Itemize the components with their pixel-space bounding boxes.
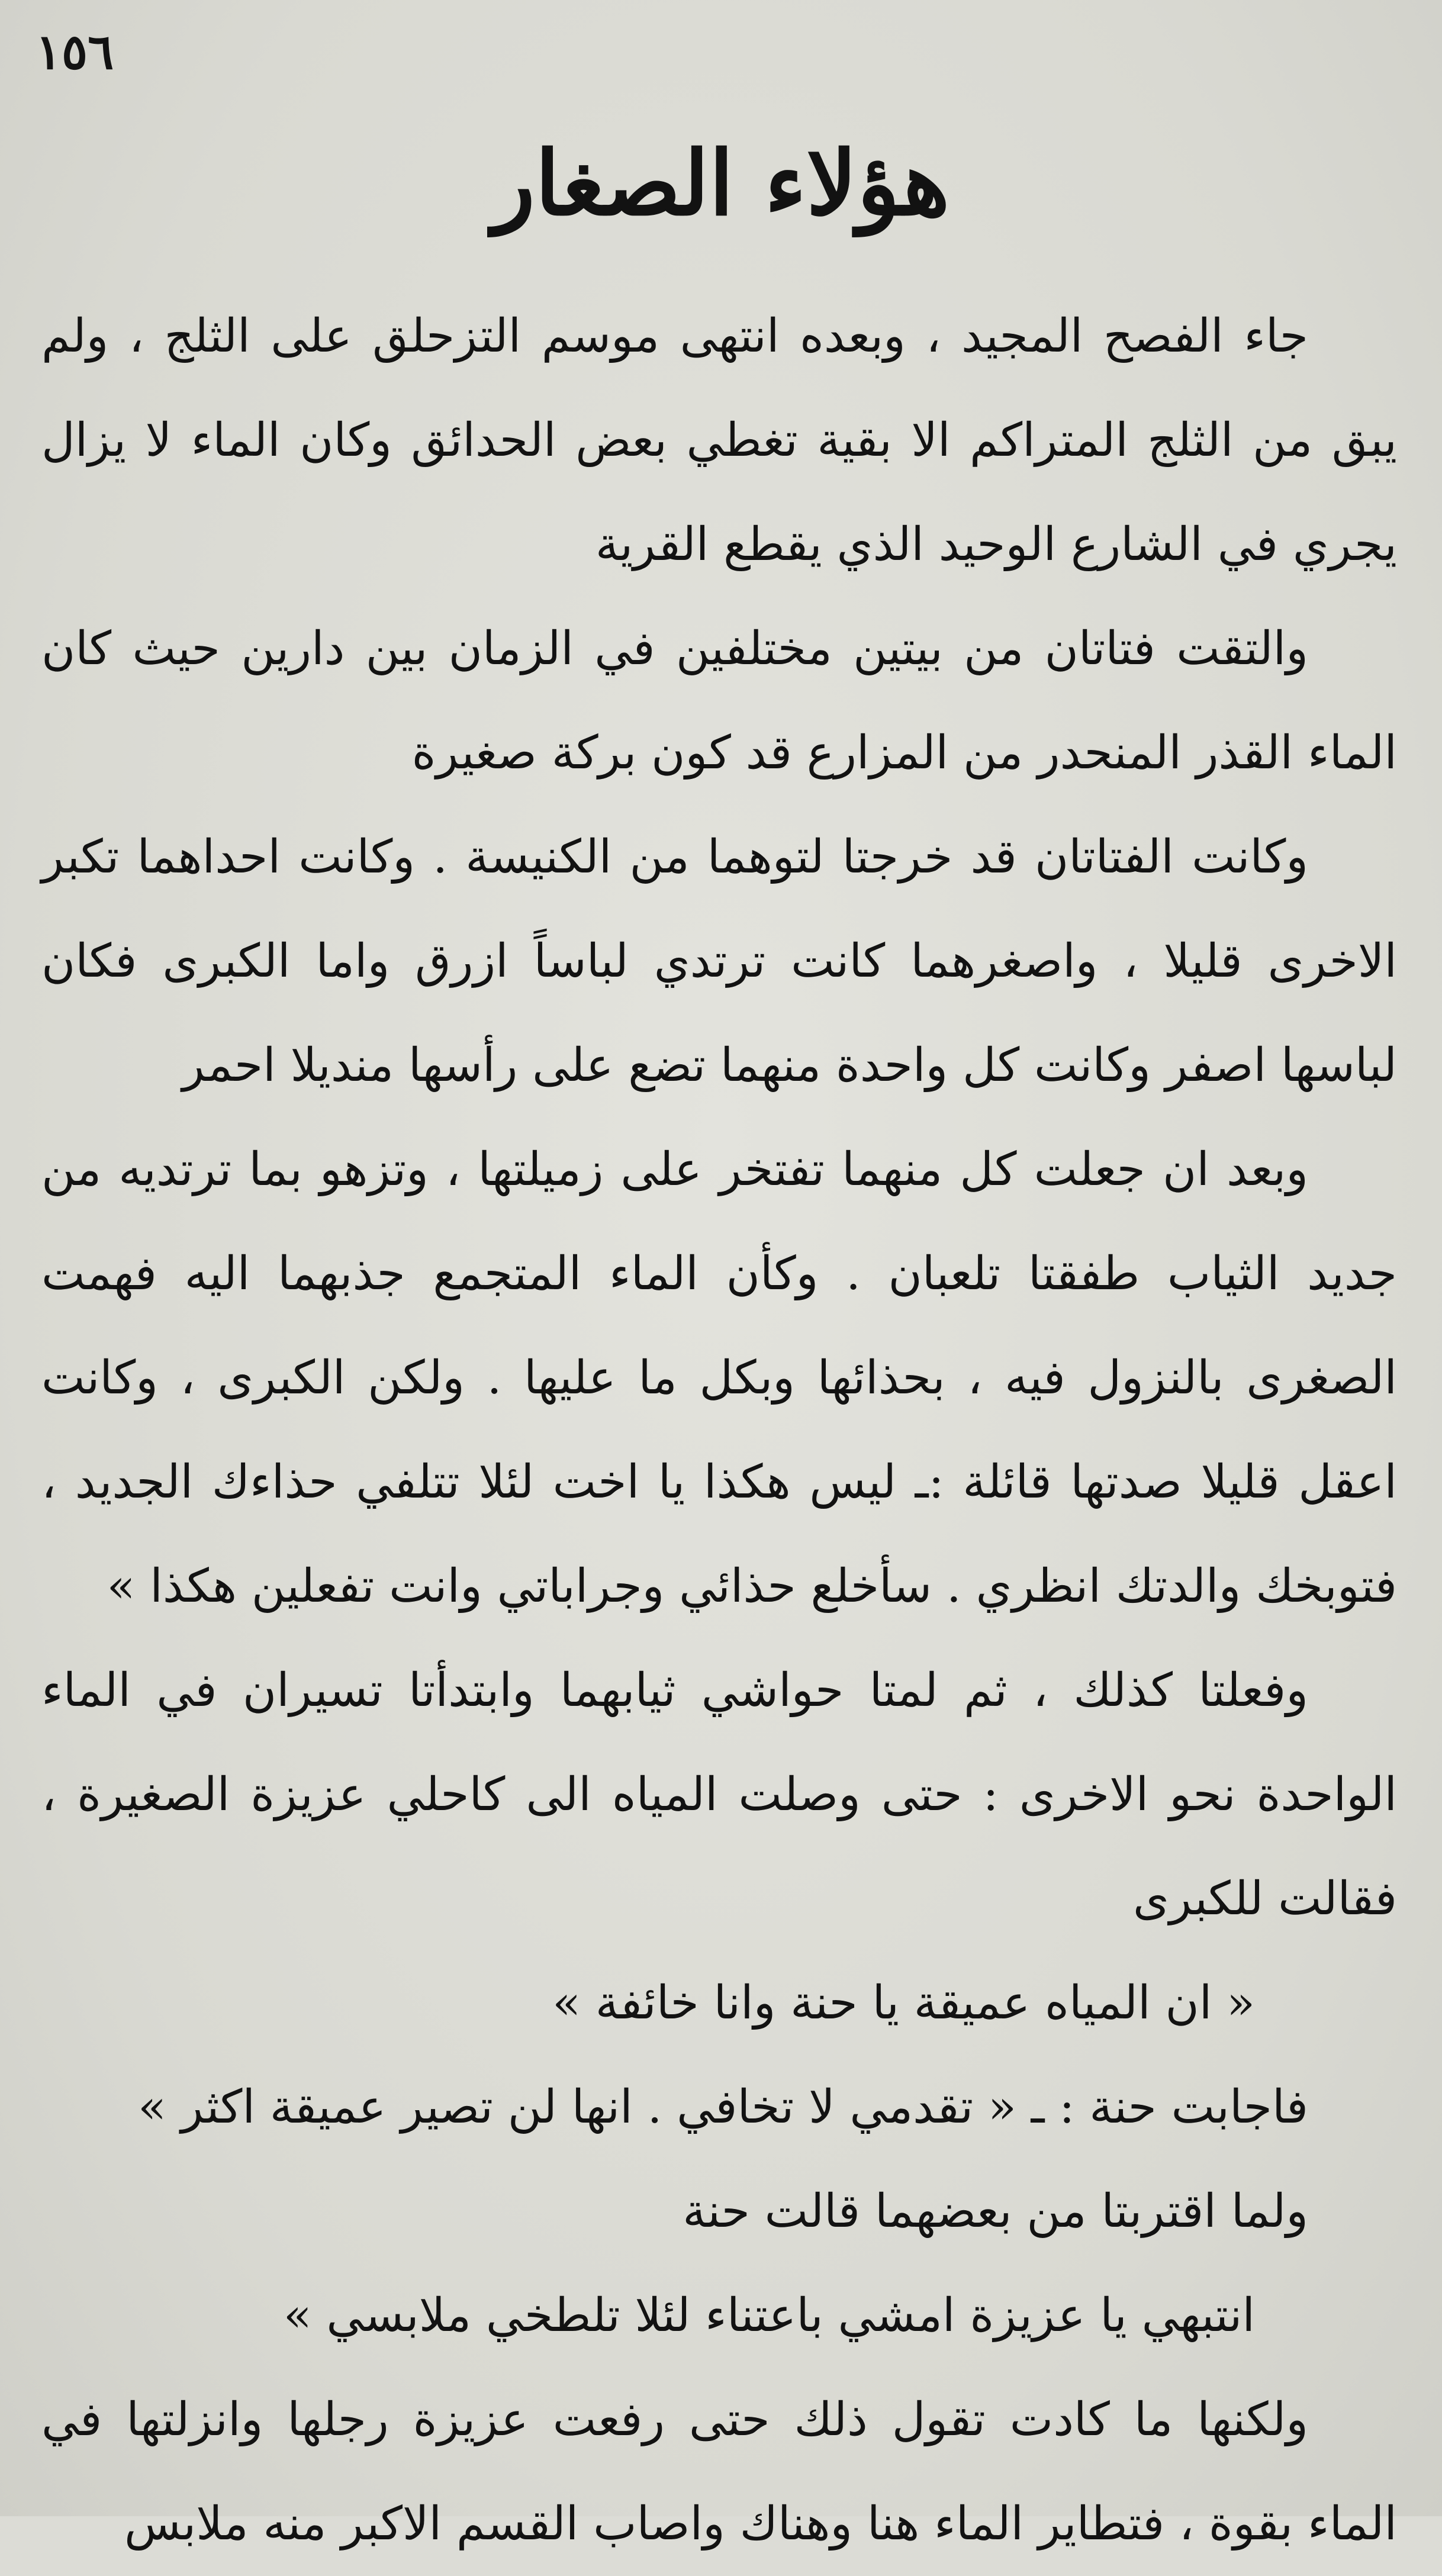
paragraph: وفعلتا كذلك ، ثم لمتا حواشي ثيابهما وابتدأتا تسيران في الماء الواحدة نحو الاخرى : حتى وصلت المياه الى كاحلي عزيزة الصغيرة ، فقالت للكبرى	[41, 1664, 1397, 1925]
quote-line: « ان المياه عميقة يا حنة وانا خائفة »	[552, 1976, 1255, 2030]
paragraph: ولكنها ما كادت تقول ذلك حتى رفعت عزيزة رجلها وانزلتها في الماء بقوة ، فتطاير الماء هنا وهناك واصاب القسم الاكبر منه ملابس	[41, 2393, 1397, 2551]
page-number: ١٥٦	[36, 24, 114, 80]
paragraph: وبعد ان جعلت كل منهما تفتخر على زميلتها ، وتزهو بما ترتديه من جديد الثياب طفقتا تلعبان . وكأن الماء المتجمع جذبهما اليه فهمت الصغرى بالنزول فيه ، بحذائها وبكل ما عليها . ولكن الكبرى ، وكانت اعقل قليلا صدتها قائلة :ـ ليس هكذا يا اخت لئلا تتلفي حذاءك الجديد ، فتوبخك والدتك انظري . سأخلع حذائي وجراباتي وانت تفعلين هكذا »	[41, 1143, 1397, 1613]
quote-line: انتبهي يا عزيزة امشي باعتناء لئلا تلطخي ملابسي »	[283, 2289, 1255, 2342]
paragraph: فاجابت حنة : ـ « تقدمي لا تخافي . انها لن تصير عميقة اكثر »	[138, 2081, 1308, 2134]
paragraph: جاء الفصح المجيد ، وبعده انتهى موسم التزحلق على الثلج ، ولم يبق من الثلج المتراكم الا بقية تغطي بعض الحدائق وكان الماء لا يزال يجري في الشارع الوحيد الذي يقطع القرية	[41, 310, 1398, 571]
paragraph: والتقت فتاتان من بيتين مختلفين في الزمان بين دارين حيث كان الماء القذر المنحدر من المزارع قد كون بركة صغيرة	[41, 622, 1397, 780]
paragraph: وكانت الفتاتان قد خرجتا لتوهما من الكنيسة . وكانت احداهما تكبر الاخرى قليلا ، واصغرهما كانت ترتدي لباساً ازرق واما الكبرى فكان لباسها اصفر وكانت كل واحدة منهما تضع على رأسها منديلا احمر	[41, 830, 1397, 1092]
paragraph: ولما اقتربتا من بعضهما قالت حنة	[683, 2185, 1308, 2238]
story-body	[41, 284, 1397, 2576]
page-title: هؤلاء الصغار	[492, 131, 950, 236]
